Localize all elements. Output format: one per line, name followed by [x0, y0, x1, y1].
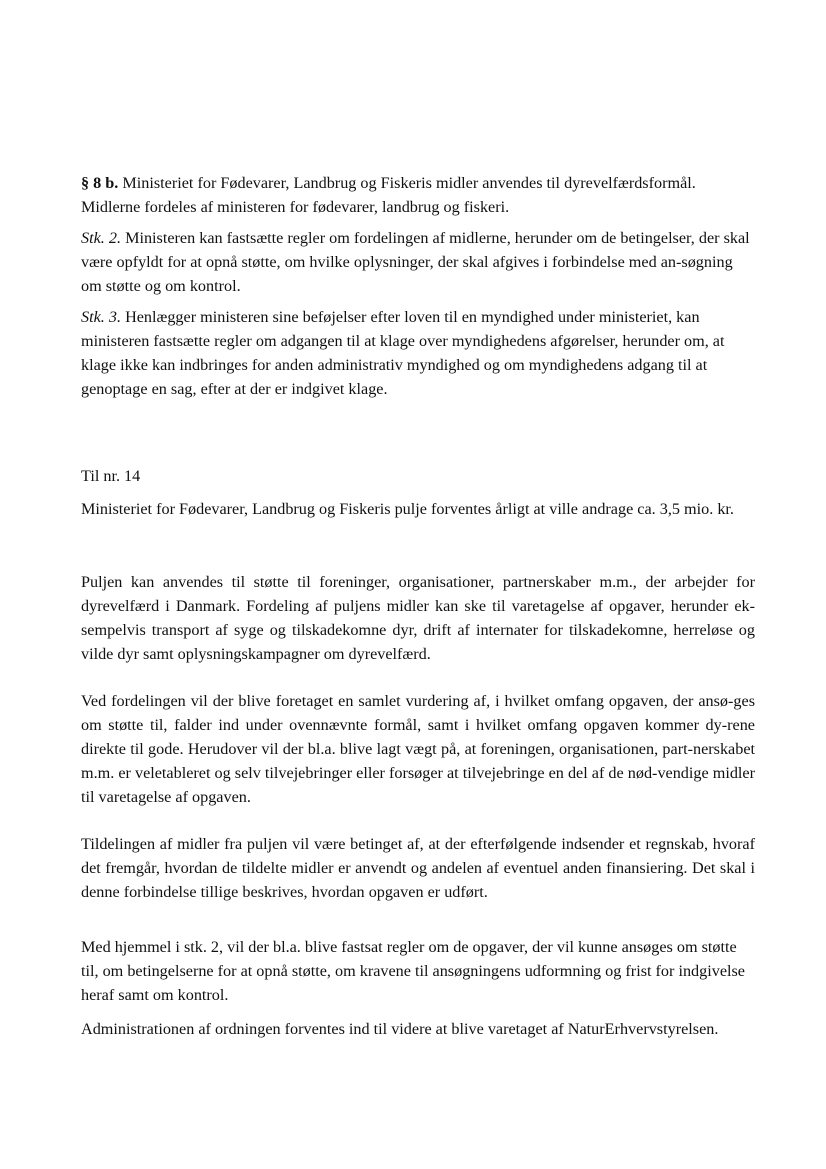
note-heading: Til nr. 14	[81, 467, 141, 485]
stk-3-paragraph	[81, 305, 755, 401]
section-8b-paragraph	[81, 171, 755, 219]
note-paragraph-6: Administrationen af ordningen forventes ind til videre at blive varetaget af NaturErhvervstyrelsen.	[81, 1020, 719, 1038]
stk-2-label: Stk. 2.	[81, 229, 122, 247]
note-paragraph-1: Ministeriet for Fødevarer, Landbrug og Fiskeris pulje forventes årligt at ville andrage ca. 3,5 mio. kr.	[81, 500, 734, 518]
note-paragraph-5: Med hjemmel i stk. 2, vil der bl.a. blive fastsat regler om de opgaver, der vil kunne ansøges om støtte til, om betingelserne for at opnå støtte, om kravene til ansøgningens udformning og frist for indgivelse heraf samt om kontrol.	[81, 938, 745, 1004]
note-paragraph-4: Tildelingen af midler fra puljen vil være betinget af, at der efterfølgende indsender et regnskab, hvoraf det fremgår, hvordan de tildelte midler er anvendt og andelen af eventuel anden finansiering. Det skal i denne forbindelse tillige beskrives, hvordan opgaven er udført.	[81, 835, 755, 901]
stk-3-label: Stk. 3.	[81, 308, 122, 326]
note-paragraph-2: Puljen kan anvendes til støtte til foreninger, organisationer, partnerskaber m.m., der arbejder for dyrevelfærd i Danmark. Fordeling af puljens midler kan ske til varetagelse af opgaver, herunder ek-sempelvis transport af syge og tilskadekomne dyr, drift af internater for tilskadekomne, herreløse og vilde dyr samt oplysningskampagner om dyrevelfærd.	[81, 573, 755, 663]
section-text: Ministeriet for Fødevarer, Landbrug og Fiskeris midler anvendes til dyrevelfærdsformål. Midlerne fordeles af ministeren for fødevarer, landbrug og fiskeri.	[81, 174, 696, 216]
section-number: § 8 b.	[81, 174, 119, 192]
stk-3-text: Henlægger ministeren sine beføjelser efter loven til en myndighed under ministeriet, kan ministeren fastsætte regler om adgangen til at klage over myndighedens afgørelser, herunder om, at klage ikke kan indbringes for anden administrativ myndighed og om myndighedens adgang til at genoptage en sag, efter at der er indgivet klage.	[81, 308, 725, 398]
stk-2-text: Ministeren kan fastsætte regler om fordelingen af midlerne, herunder om de betingelser, der skal være opfyldt for at opnå støtte, om hvilke oplysninger, der skal afgives i forbindelse med an-søgning om støtte og om kontrol.	[81, 229, 750, 295]
stk-2-paragraph	[81, 226, 755, 298]
note-paragraph-3: Ved fordelingen vil der blive foretaget en samlet vurdering af, i hvilket omfang opgaven, der ansø-ges om støtte til, falder ind under ovennævnte formål, samt i hvilket omfang opgaven kommer dy-rene direkte til gode. Herudover vil der bl.a. blive lagt vægt på, at foreningen, organisationen, part-nerskabet m.m. er veletableret og selv tilvejebringer eller forsøger at tilvejebringe en del af de nød-vendige midler til varetagelse af opgaven.	[81, 692, 755, 806]
